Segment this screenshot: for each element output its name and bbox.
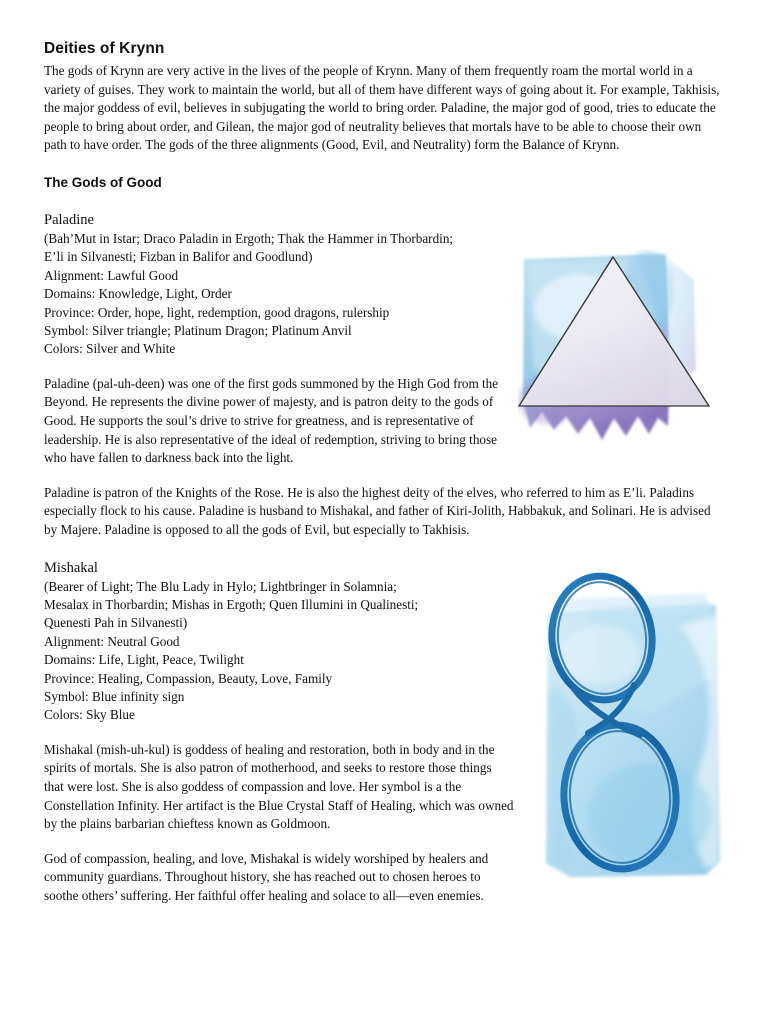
mishakal-blue-infinity-illustration	[530, 565, 730, 883]
section-heading-gods-of-good: The Gods of Good	[44, 174, 162, 190]
god-name-mishakal: Mishakal	[44, 559, 98, 576]
paladine-symbol: Symbol: Silver triangle; Platinum Dragon; Platinum Anvil	[44, 323, 352, 338]
mishakal-alignment: Alignment: Neutral Good	[44, 633, 180, 649]
paladine-province: Province: Order, hope, light, redemption, good dragons, rulership	[44, 304, 390, 320]
paladine-colors: Colors: Silver and White	[44, 341, 176, 357]
mishakal-epithets-line-1: (Bearer of Light; The Blu Lady in Hylo; Lightbringer in Solamnia;	[44, 578, 397, 594]
paladine-silver-triangle-illustration	[518, 250, 716, 468]
mishakal-paragraph-2: God of compassion, healing, and love, Mishakal is widely worshiped by healers and community guardians. Throughout history, she has reached out to chosen heroes to soothe others’ suffering. Her faithful offer healing and solace to all—even enemies.	[44, 850, 489, 903]
mishakal-artwork-svg	[530, 565, 730, 883]
mishakal-epithets-line-2: Mesalax in Thorbardin; Mishas in Ergoth; Quen Illumini in Qualinesti;	[44, 596, 419, 612]
mishakal-province: Province: Healing, Compassion, Beauty, Love, Family	[44, 670, 333, 686]
page-title: Deities of Krynn	[44, 40, 165, 57]
paladine-epithets-line-1: (Bah’Mut in Istar; Draco Paladin in Ergoth; Thak the Hammer in Thorbardin;	[44, 230, 454, 246]
paladine-paragraph-1: Paladine (pal-uh-deen) was one of the first gods summoned by the High God from the Beyond. He represents the divine power of majesty, and is patron deity to the gods of Good. He supports the soul’s drive to strive for greatness, and is representative of leadership. He is also representative of the ideal of redemption, striving to bring those who have fallen to darkness back into the light.	[44, 375, 499, 466]
mishakal-paragraph-1: Mishakal (mish-uh-kul) is goddess of healing and restoration, both in body and in the spirits of mortals. She is also patron of motherhood, and seeks to restore those things that were lost. She is also goddess of compassion and love. Her symbol is a the Constellation Infinity. Her artifact is the Blue Crystal Staff of Healing, which was owned by the plains barbarian chieftess known as Goldmoon.	[44, 741, 514, 832]
mishakal-domains: Domains: Life, Light, Peace, Twilight	[44, 652, 244, 668]
mishakal-epithets-line-3: Quenesti Pah in Silvanesti)	[44, 615, 188, 631]
mishakal-colors: Colors: Sky Blue	[44, 707, 135, 723]
paladine-alignment: Alignment: Lawful Good	[44, 267, 179, 283]
paladine-artwork-svg	[518, 250, 716, 468]
paladine-epithets-line-2: E’li in Silvanesti; Fizban in Balifor and Goodlund)	[44, 249, 313, 265]
mishakal-symbol: Symbol: Blue infinity sign	[44, 689, 185, 704]
paladine-paragraph-2: Paladine is patron of the Knights of the Rose. He is also the highest deity of the elves, who referred to him as E’li. Paladins especially flock to his cause. Paladine is husband to Mishakal, and father of Kiri-Jolith, Habbakuk, and Solinari. He is advised by Majere. Paladine is opposed to all the gods of Evil, but especially to Takhisis.	[44, 484, 711, 537]
paladine-domains: Domains: Knowledge, Light, Order	[44, 286, 232, 302]
intro-paragraph: The gods of Krynn are very active in the lives of the people of Krynn. Many of them frequently roam the mortal world in a variety of guises. They work to maintain the world, but all of them have different ways of going about it. For example, Takhisis, the major goddess of evil, believes in subjugating the world to bring order. Paladine, the major god of good, tries to educate the people to bring about order, and Gilean, the major god of neutrality believes that mortals have to be able to choose their own path to have order. The gods of the three alignments (Good, Evil, and Neutrality) form the Balance of Krynn.	[44, 63, 720, 153]
god-name-paladine: Paladine	[44, 211, 94, 228]
